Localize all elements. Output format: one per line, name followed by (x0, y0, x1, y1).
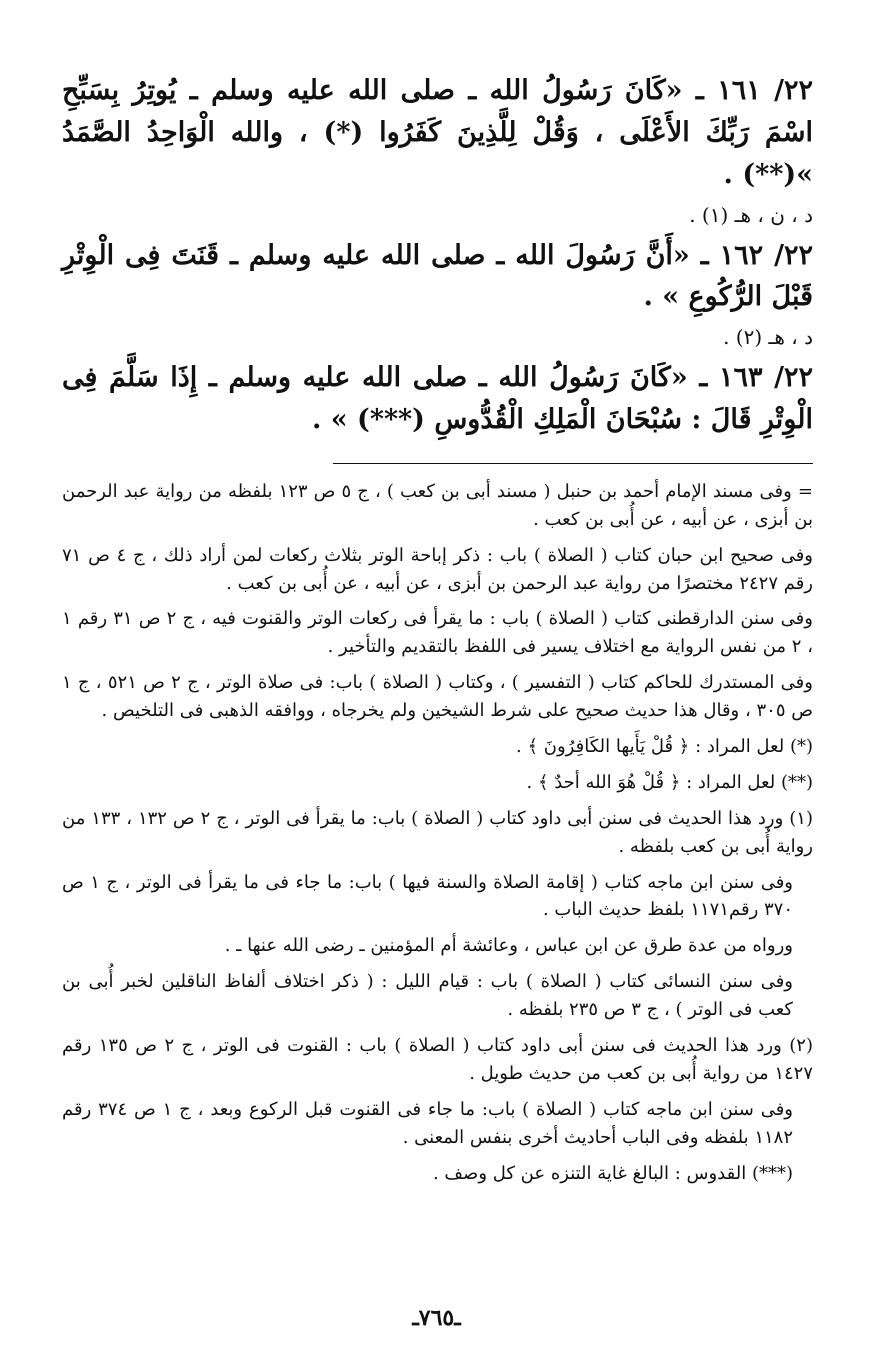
footnote-1-nasai: وفى سنن النسائى كتاب ( الصلاة ) باب : قيام الليل : ( ذكر اختلاف ألفاظ الناقلين لخبر أُبى بن كعب فى الوتر ) ، ج ٣ ص ٢٣٥ بلفظه . (62, 971, 793, 1021)
page-number: ـ٧٦٥ـ (412, 1305, 461, 1331)
footnote-2-abu-dawud: (٢) ورد هذا الحديث فى سنن أبى داود كتاب ( الصلاة ) باب : القنوت فى الوتر ، ج ٢ ص ١٣٥ رقم ١٤٢٧ من رواية أُبى بن كعب من حديث طويل . (62, 1035, 813, 1084)
footnote-separator (333, 463, 813, 464)
hadith-161: ٢٢/ ١٦١ ـ «كَانَ رَسُولُ الله ـ صلى الله عليه وسلم ـ يُوتِرُ بِسَبِّحِ اسْمَ رَبِّكَ الأَعْلَى ، وَقُلْ لِلَّذِينَ كَفَرُوا (*) ، والله الْوَاحِدُ الصَّمَدُ »(**) . (62, 75, 813, 190)
hadith-block (62, 70, 813, 441)
hadith-163: ٢٢/ ١٦٣ ـ «كَانَ رَسُولُ الله ـ صلى الله عليه وسلم ـ إِذَا سَلَّمَ فِى الْوِتْرِ قَالَ : سُبْحَانَ الْمَلِكِ الْقُدُّوسِ (***) » . (62, 362, 813, 436)
footnote-1-ibn-majah: وفى سنن ابن ماجه كتاب ( إقامة الصلاة والسنة فيها ) باب: ما جاء فى ما يقرأ فى الوتر ، ج ١ ص ٣٧٠ رقم١١٧١ بلفظ حديث الباب . (62, 871, 794, 921)
footnote-star-1: (*) لعل المراد : ﴿ قُلْ يَأَيها الكَافِرُونَ ﴾ . (516, 736, 813, 758)
footnote-star-3: (***) القدوس : البالغ غاية التنزه عن كل وصف . (432, 1162, 793, 1184)
footnote-1-abu-dawud: (١) ورد هذا الحديث فى سنن أبى داود كتاب ( الصلاة ) باب: ما يقرأ فى الوتر ، ج ٢ ص ١٣٢ ، ١٣٣ من رواية أُبى بن كعب بلفظه . (62, 807, 813, 857)
footnote-1-other-routes: ورواه من عدة طرق عن ابن عباس ، وعائشة أم المؤمنين ـ رضى الله عنها ـ . (224, 935, 793, 957)
footnote-mustadrak: وفى المستدرك للحاكم كتاب ( التفسير ) ، وكتاب ( الصلاة ) باب: فى صلاة الوتر ، ج ٢ ص ٥٢١ ، ج ١ ص ٣٠٥ ، وقال هذا حديث صحيح على شرط الشيخين ولم يخرجاه ، ووافقه الذهبى فى التلخيص . (62, 672, 813, 722)
footnote-star-2: (**) لعل المراد : ﴿ قُلْ هُوَ الله أحدٌ ﴾ . (526, 771, 813, 793)
hadith-162-sources: د ، هـ (٢) . (723, 325, 813, 350)
hadith-162: ٢٢/ ١٦٢ ـ «أَنَّ رَسُولَ الله ـ صلى الله عليه وسلم ـ قَنَتَ فِى الْوِتْرِ قَبْلَ الرُّكُوعِ » . (62, 239, 813, 313)
footnote-daraqutni: وفى سنن الدارقطنى كتاب ( الصلاة ) باب : ما يقرأ فى ركعات الوتر والقنوت فيه ، ج ٢ ص ٣١ رقم ١ ، ٢ من نفس الرواية مع اختلاف يسير فى اللفظ بالتقديم والتأخير . (62, 608, 813, 658)
page (62, 70, 813, 1356)
footnote-ibn-hibban: وفى صحيح ابن حبان كتاب ( الصلاة ) باب : ذكر إباحة الوتر بثلاث ركعات لمن أراد ذلك ، ج ٤ ص ٧١ رقم ٢٤٢٧ مختصرًا من رواية عبد الرحمن بن أبزى ، عن أبيه ، عن أُبى بن كعب . (62, 544, 813, 594)
footnote-2-ibn-majah: وفى سنن ابن ماجه كتاب ( الصلاة ) باب: ما جاء فى القنوت قبل الركوع وبعد ، ج ١ ص ٣٧٤ رقم ١١٨٢ بلفظه وفى الباب أحاديث أخرى بنفس المعنى . (62, 1098, 793, 1148)
footnote-musnad-ahmad: = وفى مسند الإمام أحمد بن حنبل ( مسند أبى بن كعب ) ، ج ٥ ص ١٢٣ بلفظه من رواية عبد الرحمن بن أبزى ، عن أبيه ، عن أُبى بن كعب . (62, 480, 813, 530)
footnotes (62, 478, 813, 1188)
hadith-161-sources: د ، ن ، هـ (١) . (689, 202, 813, 227)
